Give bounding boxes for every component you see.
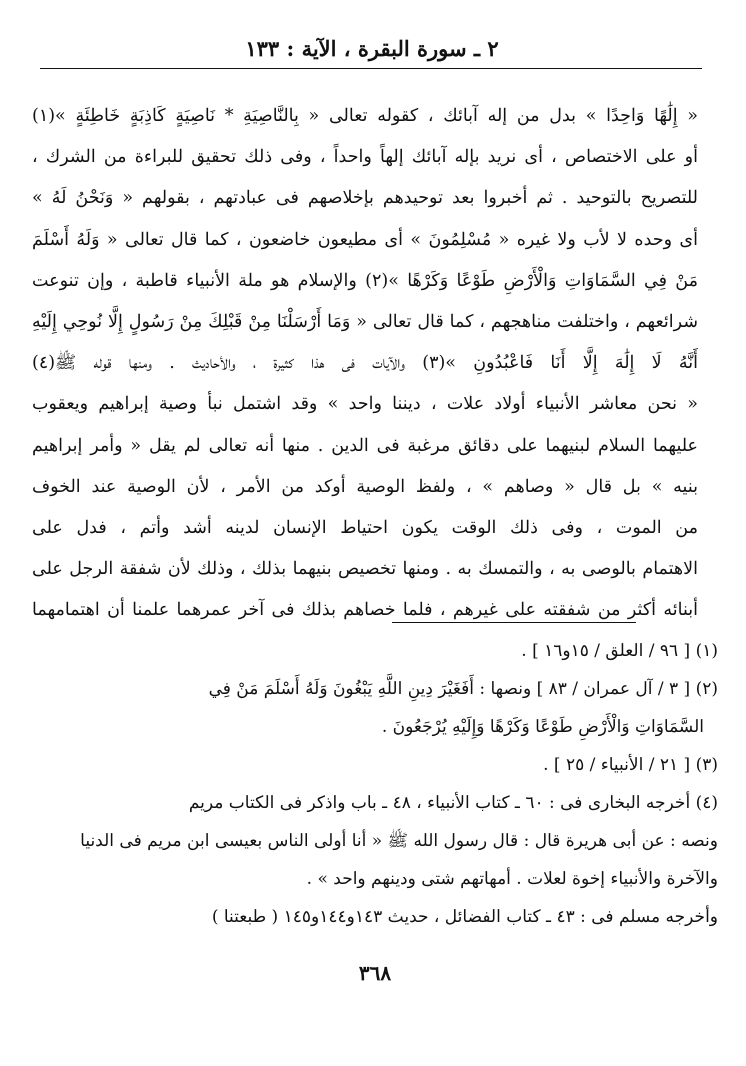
page-number: ٣٦٨	[358, 961, 392, 985]
footnote-separator	[392, 622, 636, 623]
footnote-2-continued: السَّمَاوَاتِ وَالْأَرْضِ طَوْعًا وَكَرْهًا وَإِلَيْهِ يُرْجَعُونَ .	[381, 717, 704, 737]
main-text	[32, 96, 698, 631]
running-header: ٢ ـ سورة البقرة ، الآية : ١٣٣	[245, 36, 499, 61]
text-line: مَنْ فِي السَّمَاوَاتِ وَالْأَرْضِ طَوْعًا وَكَرْهًا »(٢) والإسلام هو ملة الأنبياء قاطبة ، وإن تنوعت	[32, 270, 698, 291]
footnote-4-text: ونصه : عن أبى هريرة قال : قال رسول الله ﷺ « أنا أولى الناس بعيسى ابن مريم فى الدنيا	[80, 831, 718, 851]
text-line: أى وحده لا لأب ولا غيره « مُسْلِمُونَ » أى مطيعون خاضعون ، كما قال تعالى « وَلَهُ أَسْلَمَ	[32, 229, 698, 250]
footnote-3: (٣) [ ٢١ / الأنبياء / ٢٥ ] .	[543, 755, 718, 775]
text-line: أبنائه أكثر من شفقته على غيرهم ، فلما خصاهم بذلك فى آخر عمرهما علمنا أن اهتمامهما	[32, 600, 698, 621]
text-line: من الموت ، وفى ذلك الوقت يكون احتياط الإنسان لدينه أشد وأتم ، فدل على	[32, 517, 698, 538]
footnote-1: (١) [ ٩٦ / العلق / ١٥و١٦ ] .	[521, 641, 718, 661]
footnote-4: (٤) أخرجه البخارى فى : ٦٠ ـ كتاب الأنبياء ، ٤٨ ـ باب واذكر فى الكتاب مريم	[188, 793, 718, 813]
footnotes	[28, 632, 718, 936]
text-line: أَنَّهُ لَا إِلَٰهَ إِلَّا أَنَا فَاعْبُدُونِ »(٣) والآيات فى هذا كثيرة ، والأحاديث . ومنها قوله ﷺ(٤)	[32, 353, 698, 374]
text-line: عليهما السلام لبنيهما على دقائق مرغبة فى الدين . منها أنه تعالى لم يقل « وأمر إبراهيم	[32, 435, 698, 456]
text-line: للتصريح بالتوحيد . ثم أخبروا بعد توحيدهم بإخلاصهم فى عبادتهم ، بقولهم « وَنَحْنُ لَهُ »	[32, 188, 698, 209]
text-line: الاهتمام بالوصى به ، والتمسك به . ومنها تخصيص بنيهما بذلك ، وذلك لأن شفقة الرجل على	[32, 559, 698, 580]
footnote-2: (٢) [ ٣ / آل عمران / ٨٣ ] ونصها : أَفَغَيْرَ دِينِ اللَّهِ يَبْغُونَ وَلَهُ أَسْلَمَ مَنْ فِي	[208, 679, 718, 699]
text-line: بنيه » بل قال « وصاهم » ، ولفظ الوصية أوكد من الأمر ، لأن الوصية عند الخوف	[32, 476, 698, 497]
footnote-4-text: والآخرة والأنبياء إخوة لعلات . أمهاتهم شتى ودينهم واحد » .	[306, 869, 718, 889]
text-line: شرائعهم ، واختلفت مناهجهم ، كما قال تعالى « وَمَا أَرْسَلْنَا مِنْ قَبْلِكَ مِنْ رَسُولٍ إِلَّا نُوحِي إِلَيْهِ	[32, 311, 698, 332]
text-line: « نحن معاشر الأنبياء أولاد علات ، ديننا واحد » وقد اشتمل نبأ وصية إبراهيم ويعقوب	[32, 394, 698, 415]
text-line: « إِلَٰهًا وَاحِدًا » بدل من إله آبائك ، كقوله تعالى « بِالنَّاصِيَةِ * نَاصِيَةٍ كَاذِبَةٍ خَاطِئَةٍ »(١)	[32, 106, 698, 126]
footnote-4-muslim: وأخرجه مسلم فى : ٤٣ ـ كتاب الفضائل ، حديث ١٤٣و١٤٤و١٤٥ ( طبعتنا )	[211, 907, 718, 927]
text-line: أو على الاختصاص ، أى نريد بإله آبائك إلهاً واحداً ، وفى ذلك تحقيق للبراءة من الشرك ،	[32, 147, 698, 168]
header-rule	[40, 68, 702, 69]
